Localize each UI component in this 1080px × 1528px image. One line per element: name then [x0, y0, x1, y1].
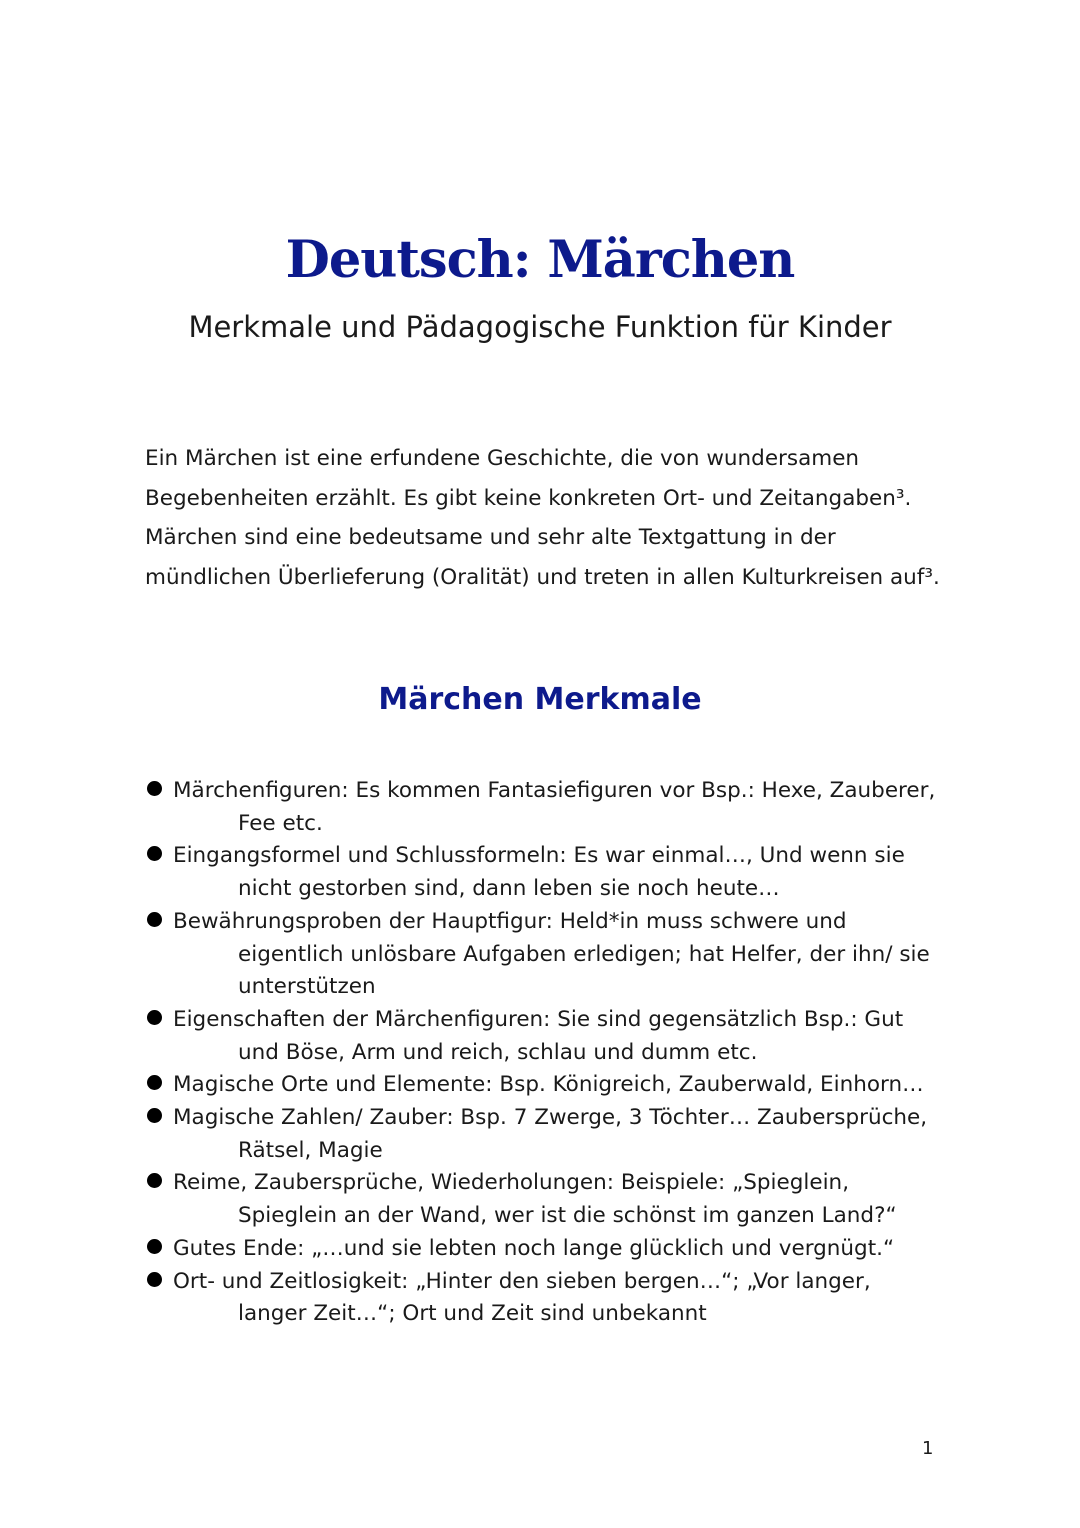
section-heading: Märchen Merkmale [378, 682, 702, 717]
bullet-icon [147, 1239, 162, 1254]
intro-line: Begebenheiten erzählt. Es gibt keine konkreten Ort- und Zeitangaben³. [145, 485, 912, 511]
list-item-text: Bewährungsproben der Hauptfigur: Held*in muss schwere und [173, 908, 847, 934]
list-item [145, 1004, 975, 1069]
bullet-icon [147, 1010, 162, 1025]
page-title: Deutsch: Märchen [285, 230, 795, 290]
list-item-continuation: nicht gestorben sind, dann leben sie noch heute… [238, 876, 780, 902]
list-item-text: Magische Orte und Elemente: Bsp. Königreich, Zauberwald, Einhorn… [173, 1072, 924, 1098]
list-item-continuation: Fee etc. [238, 810, 323, 836]
list-item [145, 1233, 975, 1266]
page-subtitle: Merkmale und Pädagogische Funktion für Kinder [188, 310, 892, 344]
list-item [145, 1167, 975, 1232]
list-item [145, 1069, 975, 1102]
intro-line: mündlichen Überlieferung (Oralität) und treten in allen Kulturkreisen auf³. [145, 564, 940, 590]
list-item-continuation: eigentlich unlösbare Aufgaben erledigen; hat Helfer, der ihn/ sie [238, 941, 930, 967]
features-list [145, 775, 975, 1331]
bullet-icon [147, 912, 162, 927]
list-item-continuation: und Böse, Arm und reich, schlau und dumm etc. [238, 1039, 758, 1065]
intro-line: Märchen sind eine bedeutsame und sehr alte Textgattung in der [145, 525, 836, 550]
list-item-continuation: Spieglein an der Wand, wer ist die schönst im ganzen Land?“ [238, 1203, 897, 1229]
intro-line: Ein Märchen ist eine erfundene Geschichte, die von wundersamen [145, 446, 860, 471]
list-item-continuation: Rätsel, Magie [238, 1137, 383, 1163]
list-item-text: Reime, Zaubersprüche, Wiederholungen: Beispiele: „Spieglein, [173, 1170, 850, 1196]
bullet-icon [147, 1272, 162, 1287]
list-item-continuation: langer Zeit…“; Ort und Zeit sind unbekannt [238, 1301, 707, 1327]
list-item-text: Magische Zahlen/ Zauber: Bsp. 7 Zwerge, 3 Töchter… Zaubersprüche, [173, 1105, 928, 1131]
list-item [145, 840, 975, 905]
list-item [145, 1266, 975, 1331]
intro-paragraph [145, 439, 975, 597]
bullet-icon [147, 846, 162, 861]
page-number: 1 [922, 1438, 934, 1459]
bullet-icon [147, 1075, 162, 1090]
bullet-icon [147, 1173, 162, 1188]
list-item-text: Ort- und Zeitlosigkeit: „Hinter den sieben bergen…“; „Vor langer, [173, 1268, 871, 1294]
bullet-icon [147, 781, 162, 796]
list-item-text: Märchenfiguren: Es kommen Fantasiefiguren vor Bsp.: Hexe, Zauberer, [173, 778, 936, 803]
list-item-text: Eigenschaften der Märchenfiguren: Sie sind gegensätzlich Bsp.: Gut [173, 1006, 904, 1032]
list-item-text: Eingangsformel und Schlussformeln: Es war einmal…, Und wenn sie [173, 843, 905, 869]
list-item [145, 906, 975, 1004]
list-item [145, 775, 975, 840]
list-item-text: Gutes Ende: „…und sie lebten noch lange glücklich und vergnügt.“ [173, 1235, 895, 1261]
list-item [145, 1102, 975, 1167]
bullet-icon [147, 1108, 162, 1123]
list-item-continuation: unterstützen [238, 974, 376, 1000]
